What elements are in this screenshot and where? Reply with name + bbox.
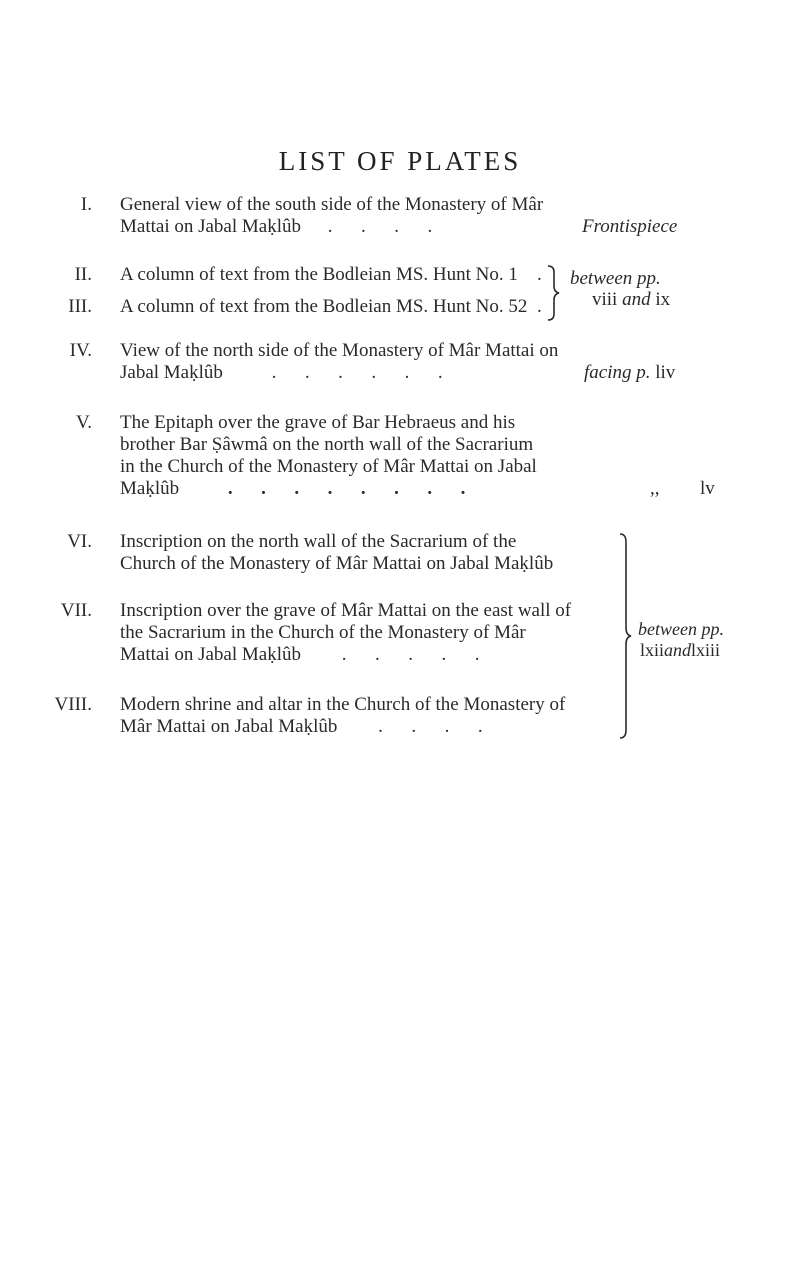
plate-caption-line: View of the north side of the Monastery of Mâr Mattai on	[120, 340, 559, 361]
right-brace-icon	[546, 264, 562, 322]
plate-caption-line: Church of the Monastery of Mâr Mattai on Jabal Maḳlûb	[120, 553, 554, 574]
plate-reference-label: facing p.	[584, 362, 651, 383]
plate-number: II.	[74, 264, 92, 285]
plate-caption-line: Inscription on the north wall of the Sacrarium of the	[120, 531, 517, 552]
right-brace-icon	[618, 532, 634, 740]
plate-number: VIII.	[54, 694, 92, 715]
plate-caption-line: Mattai on Jabal Maḳlûb	[120, 216, 301, 237]
page-range-start: viii	[592, 289, 618, 310]
plate-number: IV.	[69, 340, 92, 361]
plate-caption-line: brother Bar Ṣâwmâ on the north wall of the Sacrarium	[120, 434, 534, 455]
plate-number: V.	[75, 412, 92, 433]
page-range-end: lxiii	[691, 640, 721, 660]
page-title: LIST OF PLATES	[278, 146, 522, 176]
page-range-start: lxii	[640, 640, 665, 660]
plate-reference: Frontispiece	[582, 216, 678, 237]
plate-reference-page: lv	[700, 478, 715, 499]
leader-dots: . . . . .	[341, 644, 480, 665]
plate-number: VI.	[67, 531, 92, 552]
plate-number: VII.	[60, 600, 92, 621]
plate-number: III.	[68, 296, 92, 317]
plate-caption-line: Inscription over the grave of Mâr Mattai on the east wall of	[120, 600, 572, 621]
plate-caption-line: A column of text from the Bodleian MS. Hunt No. 52	[120, 296, 528, 317]
leader-dots: .	[537, 264, 542, 285]
plate-caption-line: Jabal Maḳlûb	[120, 362, 223, 383]
leader-dots: . . . . . .	[271, 362, 443, 383]
plate-caption-line: General view of the south side of the Monastery of Mâr	[120, 194, 544, 215]
leader-dots: . . . .	[378, 716, 483, 737]
plate-caption-line: Mâr Mattai on Jabal Maḳlûb	[120, 716, 338, 737]
ditto-mark: ,,	[650, 478, 660, 499]
leader-dots: . . . .	[327, 216, 433, 237]
page-range-end: ix	[655, 289, 671, 310]
page-range-label: between pp.	[570, 268, 661, 289]
plate-number: I.	[80, 194, 92, 215]
plate-caption-line: Maḳlûb	[120, 478, 180, 499]
page-range-and: and	[664, 640, 692, 660]
page-range-and: and	[622, 289, 651, 310]
leader-dots: . . . . . . . .	[227, 478, 466, 499]
page-range-label: between pp.	[638, 619, 724, 639]
plate-caption-line: Modern shrine and altar in the Church of the Monastery of	[120, 694, 566, 715]
leader-dots: .	[537, 296, 542, 317]
plate-caption-line: The Epitaph over the grave of Bar Hebraeus and his	[120, 412, 516, 433]
plate-reference-page: liv	[655, 362, 676, 383]
plate-caption-line: in the Church of the Monastery of Mâr Mattai on Jabal	[120, 456, 537, 477]
plate-caption-line: Mattai on Jabal Maḳlûb	[120, 644, 301, 665]
plate-caption-line: A column of text from the Bodleian MS. Hunt No. 1	[120, 264, 518, 285]
plate-caption-line: the Sacrarium in the Church of the Monastery of Mâr	[120, 622, 526, 643]
